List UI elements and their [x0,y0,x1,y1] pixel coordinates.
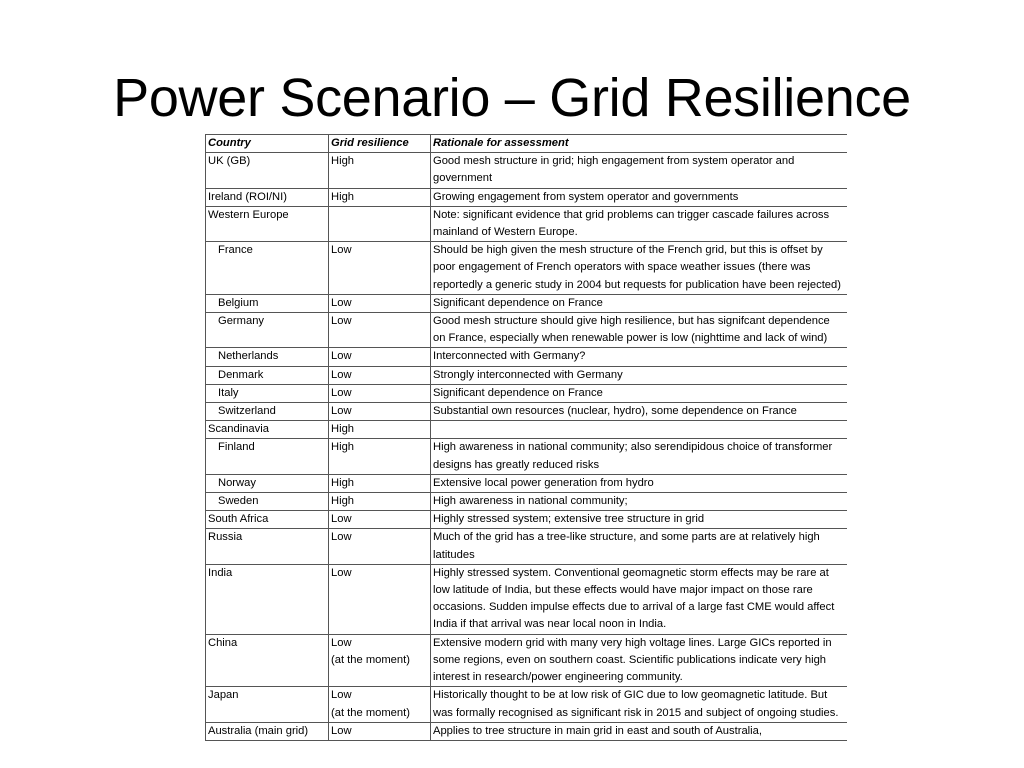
grid-resilience-value: Low [331,513,352,526]
grid-resilience-value: High [331,495,355,508]
table-row [206,687,848,722]
grid-resilience-value: Low [331,405,352,418]
country-cell: Japan [206,687,329,722]
country-cell: Western Europe [206,206,329,241]
rationale-cell: Historically thought to be at low risk of GIC due to low geomagnetic latitude. But was formally recognised as significant risk in 2015 and subject of ongoing studies. [431,687,848,722]
country-cell: Denmark [206,366,329,384]
grid-resilience-value [331,207,428,224]
rationale-cell: High awareness in national community; also serendipidous choice of transformer designs has greatly reduced risks [431,439,848,474]
grid-resilience-cell [329,722,431,740]
header-grid-resilience: Grid resilience [329,135,431,153]
grid-resilience-value: Low [331,368,352,381]
country-cell: Australia (main grid) [206,722,329,740]
table-body [206,153,848,741]
rationale-cell: Should be high given the mesh structure of the French grid, but this is offset by poor engagement of French operators with space weather issues (there was reportedly a generic study in 2004 but requests for publication have been rejected) [431,242,848,295]
rationale-cell: Extensive local power generation from hydro [431,474,848,492]
table-row [206,403,848,421]
grid-resilience-value: Low [331,350,352,363]
grid-resilience-cell [329,294,431,312]
resilience-table [205,134,847,741]
rationale-cell: Extensive modern grid with many very high voltage lines. Large GICs reported in some regions, even on southern coast. Scientific publications indicate very high interest in research/power engineering community. [431,634,848,687]
table-row [206,529,848,564]
grid-resilience-cell [329,529,431,564]
grid-resilience-cell [329,439,431,474]
grid-resilience-value: (at the moment) [331,653,410,666]
grid-resilience-cell [329,493,431,511]
rationale-cell: Applies to tree structure in main grid in east and south of Australia, [431,722,848,740]
grid-resilience-cell [329,384,431,402]
grid-resilience-value: Low [331,566,352,579]
table-row [206,722,848,740]
table-row [206,384,848,402]
grid-resilience-value: High [331,441,355,454]
country-cell: India [206,564,329,634]
country-cell: Netherlands [206,348,329,366]
grid-resilience-cell [329,421,431,439]
table-row [206,511,848,529]
rationale-cell: Highly stressed system. Conventional geomagnetic storm effects may be rare at low latitude of India, but these effects would have major impact on those rare occasions. Sudden impulse effects due to arrival of a large fast CME would affect India if that arrival was near local noon in India. [431,564,848,634]
grid-resilience-value: High [331,423,355,436]
grid-resilience-value: Low [331,315,352,328]
grid-resilience-cell [329,366,431,384]
grid-resilience-cell [329,348,431,366]
country-cell: Italy [206,384,329,402]
grid-resilience-cell [329,634,431,687]
country-cell: Ireland (ROI/NI) [206,188,329,206]
table-row [206,564,848,634]
country-cell: Norway [206,474,329,492]
country-cell: South Africa [206,511,329,529]
rationale-cell: Substantial own resources (nuclear, hydro), some dependence on France [431,403,848,421]
grid-resilience-value: Low [331,636,352,649]
country-cell: Sweden [206,493,329,511]
table-row [206,348,848,366]
grid-resilience-value: Low [331,244,352,257]
table-row [206,634,848,687]
table-row [206,439,848,474]
table-row [206,206,848,241]
rationale-cell: Good mesh structure should give high resilience, but has signifcant dependence on France, especially when renewable power is low (nighttime and lack of wind) [431,313,848,348]
country-cell: UK (GB) [206,153,329,188]
resilience-table-container [205,134,847,768]
table-row [206,294,848,312]
rationale-cell: Interconnected with Germany? [431,348,848,366]
grid-resilience-value: Low [331,689,352,702]
grid-resilience-cell [329,403,431,421]
country-cell: France [206,242,329,295]
table-row [206,188,848,206]
rationale-cell: Strongly interconnected with Germany [431,366,848,384]
rationale-cell: Growing engagement from system operator and governments [431,188,848,206]
country-cell: Scandinavia [206,421,329,439]
table-row [206,474,848,492]
grid-resilience-value: Low [331,296,352,309]
grid-resilience-value: High [331,190,355,203]
grid-resilience-value: High [331,155,355,168]
rationale-cell: High awareness in national community; [431,493,848,511]
grid-resilience-value: High [331,476,355,489]
grid-resilience-cell [329,313,431,348]
country-cell: Belgium [206,294,329,312]
rationale-cell: Good mesh structure in grid; high engagement from system operator and government [431,153,848,188]
grid-resilience-cell [329,206,431,241]
table-header-row [206,135,848,153]
grid-resilience-cell [329,474,431,492]
table-row [206,242,848,295]
grid-resilience-cell [329,511,431,529]
rationale-cell: Much of the grid has a tree-like structure, and some parts are at relatively high latitudes [431,529,848,564]
rationale-cell: Note: significant evidence that grid problems can trigger cascade failures across mainland of Western Europe. [431,206,848,241]
grid-resilience-cell [329,242,431,295]
grid-resilience-cell [329,153,431,188]
grid-resilience-value: Low [331,386,352,399]
grid-resilience-value: Low [331,531,352,544]
table-row [206,366,848,384]
grid-resilience-value: Low [331,724,352,737]
rationale-cell: Highly stressed system; extensive tree structure in grid [431,511,848,529]
header-rationale: Rationale for assessment [431,135,848,153]
country-cell: Finland [206,439,329,474]
table-row [206,493,848,511]
country-cell: Germany [206,313,329,348]
rationale-cell: Significant dependence on France [431,294,848,312]
country-cell: Russia [206,529,329,564]
rationale-cell [431,421,848,439]
table-row [206,421,848,439]
rationale-cell: Significant dependence on France [431,384,848,402]
grid-resilience-cell [329,188,431,206]
header-country: Country [206,135,329,153]
country-cell: China [206,634,329,687]
slide-title: Power Scenario – Grid Resilience [113,68,911,128]
table-row [206,313,848,348]
grid-resilience-cell [329,564,431,634]
table-row [206,153,848,188]
grid-resilience-cell [329,687,431,722]
grid-resilience-value: (at the moment) [331,706,410,719]
country-cell: Switzerland [206,403,329,421]
